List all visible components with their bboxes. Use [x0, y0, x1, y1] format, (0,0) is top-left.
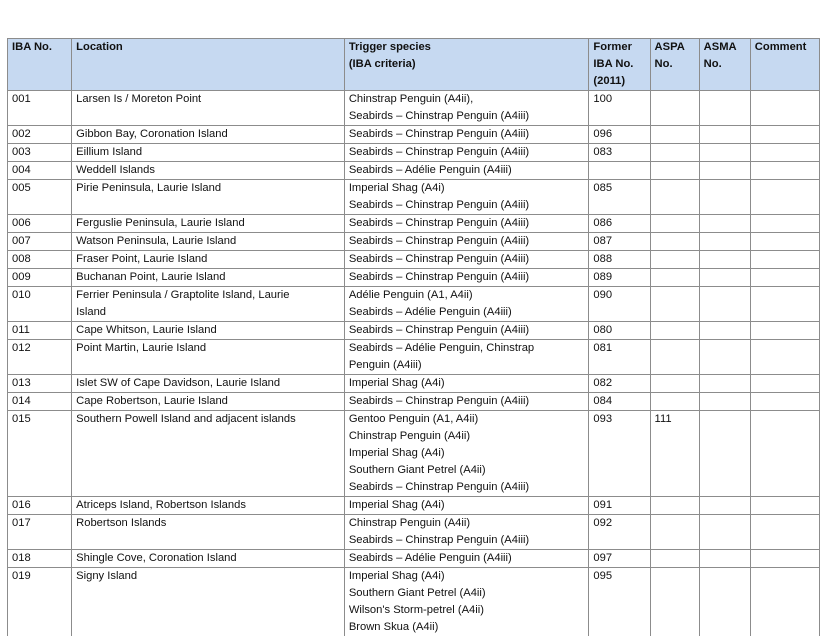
- cell-iba-no-text: 013: [12, 377, 31, 389]
- cell-trigger-species: [344, 126, 589, 144]
- cell-former-iba: [589, 162, 650, 180]
- cell-former-iba-text: 091: [593, 499, 613, 511]
- cell-location-line: Fraser Point, Laurie Island: [76, 253, 208, 265]
- cell-trigger-species-line: Seabirds – Adélie Penguin, Chinstrap: [348, 342, 535, 354]
- cell-location: [72, 568, 345, 637]
- header-former-iba-line1: Former: [593, 41, 632, 53]
- cell-comment: [750, 180, 819, 215]
- cell-trigger-species: [344, 269, 589, 287]
- table-row: [8, 375, 820, 393]
- cell-comment: [750, 411, 819, 497]
- cell-trigger-species-line: Seabirds – Chinstrap Penguin (A4iii): [348, 253, 530, 265]
- cell-iba-no: [8, 126, 72, 144]
- cell-location: [72, 91, 345, 126]
- cell-location: [72, 126, 345, 144]
- cell-location-line: Weddell Islands: [76, 164, 155, 176]
- cell-former-iba: [589, 126, 650, 144]
- cell-location-line: Buchanan Point, Laurie Island: [76, 271, 226, 283]
- cell-former-iba: [589, 287, 650, 322]
- cell-location: [72, 287, 345, 322]
- cell-former-iba-text: 086: [593, 217, 613, 229]
- cell-asma: [699, 91, 750, 126]
- cell-trigger-species-line: Penguin (A4iii): [348, 359, 422, 371]
- cell-location-line: Island: [76, 306, 107, 318]
- cell-former-iba: [589, 269, 650, 287]
- cell-trigger-species: [344, 322, 589, 340]
- cell-former-iba-text: 080: [593, 324, 613, 336]
- header-row: [8, 39, 820, 91]
- header-location-label: Location: [76, 41, 123, 53]
- cell-iba-no-text: 006: [12, 217, 31, 229]
- cell-comment: [750, 568, 819, 637]
- cell-location-line: Signy Island: [76, 570, 138, 582]
- cell-comment: [750, 515, 819, 550]
- table-row: [8, 550, 820, 568]
- cell-aspa: [650, 568, 699, 637]
- cell-aspa: [650, 515, 699, 550]
- table-row: [8, 215, 820, 233]
- cell-trigger-species: [344, 287, 589, 322]
- cell-former-iba: [589, 393, 650, 411]
- cell-location: [72, 233, 345, 251]
- table-row: [8, 497, 820, 515]
- header-asma-line2: No.: [703, 58, 722, 70]
- cell-former-iba-text: 087: [593, 235, 613, 247]
- cell-trigger-species-line: Seabirds – Chinstrap Penguin (A4iii): [348, 271, 530, 283]
- cell-former-iba-text: 088: [593, 253, 613, 265]
- table-row: [8, 180, 820, 215]
- cell-trigger-species-line: Adélie Penguin (A1, A4ii): [348, 289, 473, 301]
- cell-trigger-species-line: Imperial Shag (A4i): [348, 570, 445, 582]
- cell-location: [72, 215, 345, 233]
- cell-iba-no: [8, 322, 72, 340]
- cell-location-line: Larsen Is / Moreton Point: [76, 93, 202, 105]
- header-former-iba-line2: IBA No.: [593, 58, 634, 70]
- cell-iba-no: [8, 91, 72, 126]
- table-row: [8, 251, 820, 269]
- cell-asma: [699, 233, 750, 251]
- cell-location-line: Robertson Islands: [76, 517, 167, 529]
- cell-trigger-species-line: Seabirds – Chinstrap Penguin (A4iii): [348, 395, 530, 407]
- cell-location: [72, 340, 345, 375]
- cell-iba-no-text: 019: [12, 570, 31, 582]
- cell-trigger-species-line: Seabirds – Chinstrap Penguin (A4iii): [348, 199, 530, 211]
- cell-iba-no-text: 014: [12, 395, 31, 407]
- cell-former-iba: [589, 340, 650, 375]
- cell-trigger-species: [344, 497, 589, 515]
- cell-aspa: [650, 180, 699, 215]
- cell-former-iba-text: 095: [593, 570, 613, 582]
- cell-location: [72, 144, 345, 162]
- cell-former-iba-text: 085: [593, 182, 613, 194]
- cell-comment: [750, 497, 819, 515]
- cell-comment: [750, 340, 819, 375]
- cell-location: [72, 411, 345, 497]
- cell-trigger-species-line: Seabirds – Chinstrap Penguin (A4iii): [348, 146, 530, 158]
- cell-trigger-species-line: Seabirds – Chinstrap Penguin (A4iii): [348, 481, 530, 493]
- cell-aspa: [650, 144, 699, 162]
- cell-trigger-species-line: Seabirds – Adélie Penguin (A4iii): [348, 164, 512, 176]
- header-trigger-species-sublabel: (IBA criteria): [348, 58, 416, 70]
- cell-trigger-species-line: Seabirds – Chinstrap Penguin (A4iii): [348, 235, 530, 247]
- cell-former-iba: [589, 550, 650, 568]
- cell-location-line: Watson Peninsula, Laurie Island: [76, 235, 237, 247]
- cell-trigger-species: [344, 515, 589, 550]
- cell-trigger-species-line: Seabirds – Adélie Penguin (A4iii): [348, 306, 512, 318]
- cell-comment: [750, 550, 819, 568]
- cell-location-line: Cape Robertson, Laurie Island: [76, 395, 228, 407]
- cell-location-line: Gibbon Bay, Coronation Island: [76, 128, 228, 140]
- cell-iba-no: [8, 411, 72, 497]
- cell-asma: [699, 497, 750, 515]
- cell-former-iba: [589, 180, 650, 215]
- cell-trigger-species-line: Seabirds – Adélie Penguin (A4iii): [348, 552, 512, 564]
- cell-trigger-species: [344, 233, 589, 251]
- cell-location-line: Atriceps Island, Robertson Islands: [76, 499, 246, 511]
- cell-comment: [750, 144, 819, 162]
- cell-iba-no-text: 009: [12, 271, 31, 283]
- cell-iba-no: [8, 251, 72, 269]
- cell-location-line: Point Martin, Laurie Island: [76, 342, 207, 354]
- cell-trigger-species-line: Chinstrap Penguin (A4ii): [348, 517, 471, 529]
- table-row: [8, 568, 820, 637]
- cell-location-line: Southern Powell Island and adjacent islands: [76, 413, 296, 425]
- cell-trigger-species-line: Chinstrap Penguin (A4ii): [348, 430, 471, 442]
- cell-trigger-species: [344, 251, 589, 269]
- cell-former-iba: [589, 411, 650, 497]
- cell-former-iba: [589, 91, 650, 126]
- cell-trigger-species-line: Seabirds – Chinstrap Penguin (A4iii): [348, 110, 530, 122]
- cell-location: [72, 393, 345, 411]
- cell-former-iba-text: 093: [593, 413, 613, 425]
- cell-location: [72, 162, 345, 180]
- cell-aspa: [650, 411, 699, 497]
- cell-aspa: [650, 375, 699, 393]
- cell-trigger-species: [344, 91, 589, 126]
- cell-trigger-species: [344, 568, 589, 637]
- cell-iba-no-text: 018: [12, 552, 31, 564]
- cell-former-iba: [589, 322, 650, 340]
- cell-comment: [750, 375, 819, 393]
- cell-asma: [699, 411, 750, 497]
- header-former-iba: [589, 39, 650, 91]
- cell-asma: [699, 215, 750, 233]
- cell-aspa: [650, 269, 699, 287]
- cell-asma: [699, 162, 750, 180]
- cell-location-line: Ferguslie Peninsula, Laurie Island: [76, 217, 245, 229]
- cell-asma: [699, 515, 750, 550]
- table-row: [8, 144, 820, 162]
- cell-iba-no: [8, 287, 72, 322]
- cell-former-iba-text: 096: [593, 128, 613, 140]
- table-row: [8, 393, 820, 411]
- table-row: [8, 340, 820, 375]
- cell-former-iba: [589, 375, 650, 393]
- cell-iba-no-text: 001: [12, 93, 31, 105]
- cell-iba-no: [8, 550, 72, 568]
- header-iba-no: [8, 39, 72, 91]
- header-asma: [699, 39, 750, 91]
- table-row: [8, 287, 820, 322]
- cell-iba-no-text: 004: [12, 164, 31, 176]
- header-trigger-species-label: Trigger species: [348, 41, 431, 53]
- cell-former-iba-text: 097: [593, 552, 613, 564]
- header-comment: [750, 39, 819, 91]
- cell-location-line: Ferrier Peninsula / Graptolite Island, Laurie: [76, 289, 290, 301]
- cell-aspa: [650, 393, 699, 411]
- cell-aspa: [650, 287, 699, 322]
- cell-asma: [699, 287, 750, 322]
- table-row: [8, 322, 820, 340]
- cell-location: [72, 550, 345, 568]
- cell-location: [72, 251, 345, 269]
- cell-asma: [699, 393, 750, 411]
- cell-iba-no: [8, 393, 72, 411]
- cell-iba-no-text: 011: [12, 324, 30, 336]
- cell-former-iba-text: 100: [593, 93, 613, 105]
- cell-iba-no: [8, 515, 72, 550]
- cell-aspa: [650, 322, 699, 340]
- table-row: [8, 162, 820, 180]
- cell-asma: [699, 126, 750, 144]
- cell-trigger-species-line: Brown Skua (A4ii): [348, 621, 439, 633]
- cell-aspa: [650, 550, 699, 568]
- cell-aspa: [650, 340, 699, 375]
- table-row: [8, 126, 820, 144]
- cell-trigger-species-line: Chinstrap Penguin (A4ii),: [348, 93, 474, 105]
- cell-former-iba: [589, 144, 650, 162]
- cell-trigger-species: [344, 550, 589, 568]
- cell-iba-no: [8, 180, 72, 215]
- cell-iba-no-text: 007: [12, 235, 31, 247]
- table-row: [8, 515, 820, 550]
- cell-former-iba-text: 082: [593, 377, 613, 389]
- cell-former-iba: [589, 215, 650, 233]
- cell-comment: [750, 393, 819, 411]
- cell-trigger-species: [344, 180, 589, 215]
- cell-former-iba: [589, 497, 650, 515]
- cell-iba-no: [8, 215, 72, 233]
- header-location: [72, 39, 345, 91]
- cell-trigger-species-line: Imperial Shag (A4i): [348, 182, 445, 194]
- cell-iba-no: [8, 340, 72, 375]
- cell-location: [72, 180, 345, 215]
- cell-former-iba-text: 084: [593, 395, 613, 407]
- cell-trigger-species: [344, 340, 589, 375]
- cell-location: [72, 269, 345, 287]
- cell-trigger-species-line: Imperial Shag (A4i): [348, 377, 445, 389]
- cell-trigger-species-line: Southern Giant Petrel (A4ii): [348, 587, 486, 599]
- iba-table: [7, 38, 820, 636]
- cell-location-line: Eillium Island: [76, 146, 143, 158]
- cell-iba-no: [8, 568, 72, 637]
- cell-iba-no-text: 012: [12, 342, 31, 354]
- cell-asma: [699, 550, 750, 568]
- header-aspa-line1: ASPA: [654, 41, 685, 53]
- cell-asma: [699, 251, 750, 269]
- cell-aspa: [650, 215, 699, 233]
- cell-comment: [750, 322, 819, 340]
- cell-asma: [699, 180, 750, 215]
- cell-former-iba-text: 083: [593, 146, 613, 158]
- cell-aspa: [650, 126, 699, 144]
- header-aspa: [650, 39, 699, 91]
- cell-former-iba: [589, 568, 650, 637]
- table-row: [8, 411, 820, 497]
- cell-aspa-text: 111: [654, 413, 672, 425]
- table-body: [8, 91, 820, 637]
- cell-location: [72, 515, 345, 550]
- cell-comment: [750, 162, 819, 180]
- cell-iba-no: [8, 162, 72, 180]
- cell-trigger-species: [344, 375, 589, 393]
- header-former-iba-line3: (2011): [593, 75, 626, 87]
- cell-trigger-species-line: Gentoo Penguin (A1, A4ii): [348, 413, 479, 425]
- cell-comment: [750, 91, 819, 126]
- cell-location: [72, 322, 345, 340]
- header-iba-no-label: IBA No.: [12, 41, 52, 53]
- cell-former-iba: [589, 251, 650, 269]
- cell-iba-no-text: 002: [12, 128, 31, 140]
- cell-trigger-species-line: Seabirds – Chinstrap Penguin (A4iii): [348, 534, 530, 546]
- cell-iba-no-text: 008: [12, 253, 31, 265]
- cell-asma: [699, 375, 750, 393]
- cell-former-iba: [589, 515, 650, 550]
- cell-iba-no-text: 010: [12, 289, 31, 301]
- cell-iba-no: [8, 269, 72, 287]
- cell-former-iba: [589, 233, 650, 251]
- cell-asma: [699, 340, 750, 375]
- cell-location: [72, 497, 345, 515]
- cell-location-line: Shingle Cove, Coronation Island: [76, 552, 237, 564]
- cell-trigger-species-line: Seabirds – Chinstrap Penguin (A4iii): [348, 217, 530, 229]
- cell-location: [72, 375, 345, 393]
- cell-asma: [699, 269, 750, 287]
- cell-comment: [750, 251, 819, 269]
- header-aspa-line2: No.: [654, 58, 673, 70]
- cell-aspa: [650, 251, 699, 269]
- header-comment-label: Comment: [754, 41, 807, 53]
- cell-trigger-species: [344, 411, 589, 497]
- cell-iba-no: [8, 144, 72, 162]
- cell-iba-no-text: 017: [12, 517, 31, 529]
- header-trigger-species: [344, 39, 589, 91]
- cell-trigger-species: [344, 215, 589, 233]
- cell-comment: [750, 215, 819, 233]
- cell-comment: [750, 126, 819, 144]
- cell-iba-no: [8, 375, 72, 393]
- cell-iba-no-text: 015: [12, 413, 31, 425]
- cell-comment: [750, 287, 819, 322]
- cell-aspa: [650, 233, 699, 251]
- cell-location-line: Cape Whitson, Laurie Island: [76, 324, 217, 336]
- cell-aspa: [650, 162, 699, 180]
- cell-former-iba-text: 081: [593, 342, 613, 354]
- cell-asma: [699, 322, 750, 340]
- cell-former-iba-text: 090: [593, 289, 613, 301]
- cell-former-iba-text: 092: [593, 517, 613, 529]
- table-header: [8, 39, 820, 91]
- cell-iba-no-text: 016: [12, 499, 31, 511]
- cell-trigger-species-line: Seabirds – Chinstrap Penguin (A4iii): [348, 128, 530, 140]
- cell-former-iba-text: 089: [593, 271, 613, 283]
- cell-trigger-species-line: Imperial Shag (A4i): [348, 447, 445, 459]
- cell-iba-no-text: 003: [12, 146, 31, 158]
- cell-trigger-species-line: Wilson's Storm-petrel (A4ii): [348, 604, 484, 616]
- cell-location-line: Pirie Peninsula, Laurie Island: [76, 182, 222, 194]
- cell-asma: [699, 568, 750, 637]
- cell-trigger-species-line: Seabirds – Chinstrap Penguin (A4iii): [348, 324, 530, 336]
- cell-iba-no: [8, 497, 72, 515]
- table-row: [8, 91, 820, 126]
- cell-iba-no-text: 005: [12, 182, 31, 194]
- cell-trigger-species: [344, 144, 589, 162]
- table-row: [8, 269, 820, 287]
- cell-trigger-species: [344, 162, 589, 180]
- table-row: [8, 233, 820, 251]
- header-asma-line1: ASMA: [703, 41, 737, 53]
- cell-comment: [750, 233, 819, 251]
- cell-aspa: [650, 497, 699, 515]
- cell-iba-no: [8, 233, 72, 251]
- cell-trigger-species-line: Southern Giant Petrel (A4ii): [348, 464, 486, 476]
- cell-asma: [699, 144, 750, 162]
- cell-location-line: Islet SW of Cape Davidson, Laurie Island: [76, 377, 281, 389]
- cell-trigger-species: [344, 393, 589, 411]
- cell-trigger-species-line: Imperial Shag (A4i): [348, 499, 445, 511]
- cell-comment: [750, 269, 819, 287]
- cell-aspa: [650, 91, 699, 126]
